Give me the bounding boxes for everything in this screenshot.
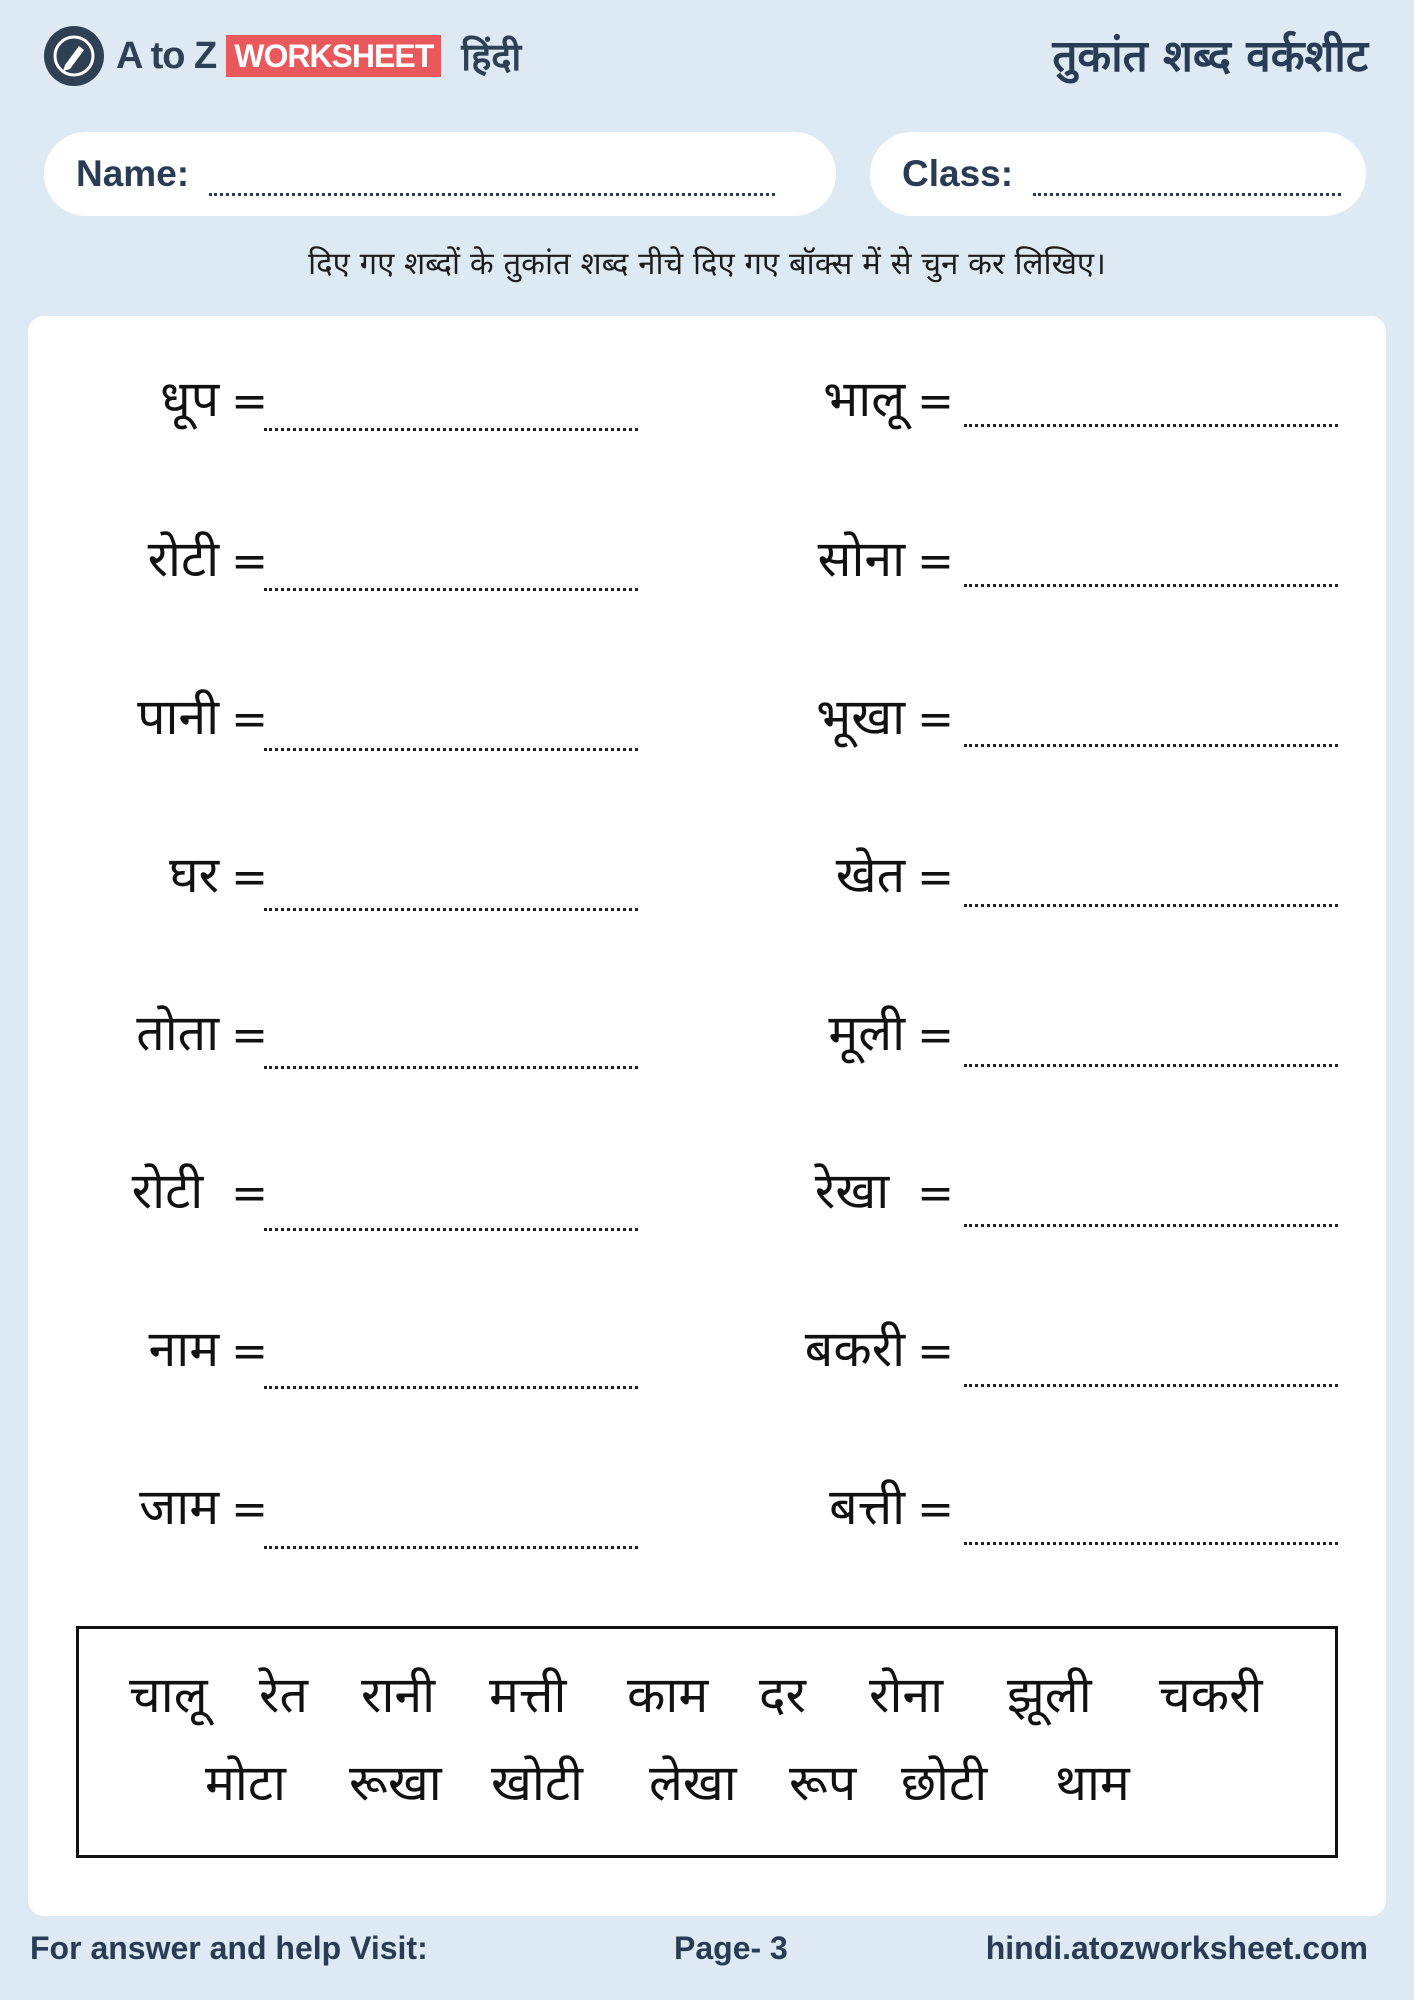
exercise-row-right bbox=[728, 1472, 954, 1572]
answer-line-left[interactable] bbox=[264, 1546, 638, 1549]
bank-word: छोटी bbox=[901, 1754, 988, 1812]
logo-hindi: हिंदी bbox=[461, 35, 522, 79]
bank-word: रेत bbox=[259, 1666, 308, 1724]
word-left: तोता = bbox=[136, 1004, 268, 1062]
pen-nib-icon bbox=[44, 26, 104, 86]
name-field[interactable] bbox=[44, 132, 836, 216]
word-left: रोटी = bbox=[131, 1162, 268, 1220]
word-left: पानी = bbox=[137, 688, 268, 746]
name-label: Name: bbox=[76, 153, 190, 194]
exercise-row-left bbox=[88, 840, 268, 940]
word-bank-box bbox=[76, 1626, 1338, 1858]
exercise-row-left bbox=[88, 1314, 268, 1414]
answer-line-right[interactable] bbox=[964, 904, 1338, 907]
answer-line-right[interactable] bbox=[964, 424, 1338, 427]
word-left: रोटी = bbox=[147, 530, 268, 588]
footer bbox=[0, 1930, 1414, 1980]
answer-line-right[interactable] bbox=[964, 1384, 1338, 1387]
exercise-row-left bbox=[88, 682, 268, 782]
exercise-row-left bbox=[88, 1472, 268, 1572]
name-input-line[interactable] bbox=[209, 166, 775, 196]
header bbox=[0, 0, 1414, 110]
bank-word: खोटी bbox=[491, 1754, 583, 1812]
bank-word: रोना bbox=[869, 1666, 944, 1724]
word-left: नाम = bbox=[148, 1320, 268, 1378]
logo-text: A to Z bbox=[116, 34, 217, 77]
word-right: बत्ती = bbox=[829, 1478, 954, 1536]
word-right: खेत = bbox=[835, 846, 954, 904]
instruction: दिए गए शब्दों के तुकांत शब्द नीचे दिए गए बॉक्स में से चुन कर लिखिए। bbox=[308, 246, 1106, 282]
exercise-row-left bbox=[88, 524, 268, 624]
exercise-row-right bbox=[728, 524, 954, 624]
word-left: जाम = bbox=[139, 1478, 268, 1536]
logo-badge: WORKSHEET bbox=[226, 35, 441, 77]
answer-line-right[interactable] bbox=[964, 584, 1338, 587]
answer-line-right[interactable] bbox=[964, 1542, 1338, 1545]
exercise-row-right bbox=[728, 1156, 954, 1256]
bank-word: चालू bbox=[129, 1666, 208, 1724]
class-input-line[interactable] bbox=[1033, 166, 1341, 196]
exercise-row-right bbox=[728, 364, 954, 464]
bank-word: थाम bbox=[1055, 1754, 1130, 1812]
page-number: Page- 3 bbox=[674, 1930, 788, 1966]
answer-line-right[interactable] bbox=[964, 744, 1338, 747]
class-field[interactable] bbox=[870, 132, 1366, 216]
bank-word: दर bbox=[759, 1666, 806, 1724]
word-left: घर = bbox=[169, 846, 268, 904]
bank-word: मोटा bbox=[205, 1754, 286, 1812]
word-right: भालू = bbox=[823, 370, 954, 428]
answer-line-left[interactable] bbox=[264, 1386, 638, 1389]
exercise-row-right bbox=[728, 682, 954, 782]
word-right: भूखा = bbox=[816, 688, 954, 746]
answer-line-left[interactable] bbox=[264, 748, 638, 751]
word-right: बकरी = bbox=[804, 1320, 954, 1378]
bank-word: काम bbox=[627, 1666, 709, 1724]
bank-word: चकरी bbox=[1159, 1666, 1263, 1724]
exercise-row-left bbox=[88, 364, 268, 464]
exercise-row-right bbox=[728, 1314, 954, 1414]
bank-word: रूप bbox=[789, 1754, 857, 1812]
answer-line-left[interactable] bbox=[264, 1066, 638, 1069]
word-right: रेखा = bbox=[814, 1162, 954, 1220]
answer-line-left[interactable] bbox=[264, 1228, 638, 1231]
bank-word: मत्ती bbox=[489, 1666, 567, 1724]
word-left: धूप = bbox=[159, 370, 268, 428]
answer-line-left[interactable] bbox=[264, 908, 638, 911]
word-right: मूली = bbox=[828, 1004, 954, 1062]
bank-word: झूली bbox=[1007, 1666, 1092, 1724]
answer-line-left[interactable] bbox=[264, 428, 638, 431]
bank-word: लेखा bbox=[649, 1754, 737, 1812]
footer-help-text: For answer and help Visit: bbox=[30, 1930, 428, 1966]
page-title: तुकांत शब्द वर्कशीट bbox=[1052, 31, 1368, 82]
logo bbox=[44, 26, 521, 86]
bank-word: रूखा bbox=[349, 1754, 442, 1812]
word-right: सोना = bbox=[817, 530, 954, 588]
answer-line-left[interactable] bbox=[264, 588, 638, 591]
bank-word: रानी bbox=[361, 1666, 436, 1724]
exercise-row-right bbox=[728, 840, 954, 940]
answer-line-right[interactable] bbox=[964, 1224, 1338, 1227]
exercise-row-left bbox=[68, 1156, 268, 1256]
answer-line-right[interactable] bbox=[964, 1064, 1338, 1067]
class-label: Class: bbox=[902, 153, 1014, 194]
exercise-row-right bbox=[728, 998, 954, 1098]
website-link[interactable]: hindi.atozworksheet.com bbox=[985, 1930, 1368, 1966]
exercise-row-left bbox=[68, 998, 268, 1098]
